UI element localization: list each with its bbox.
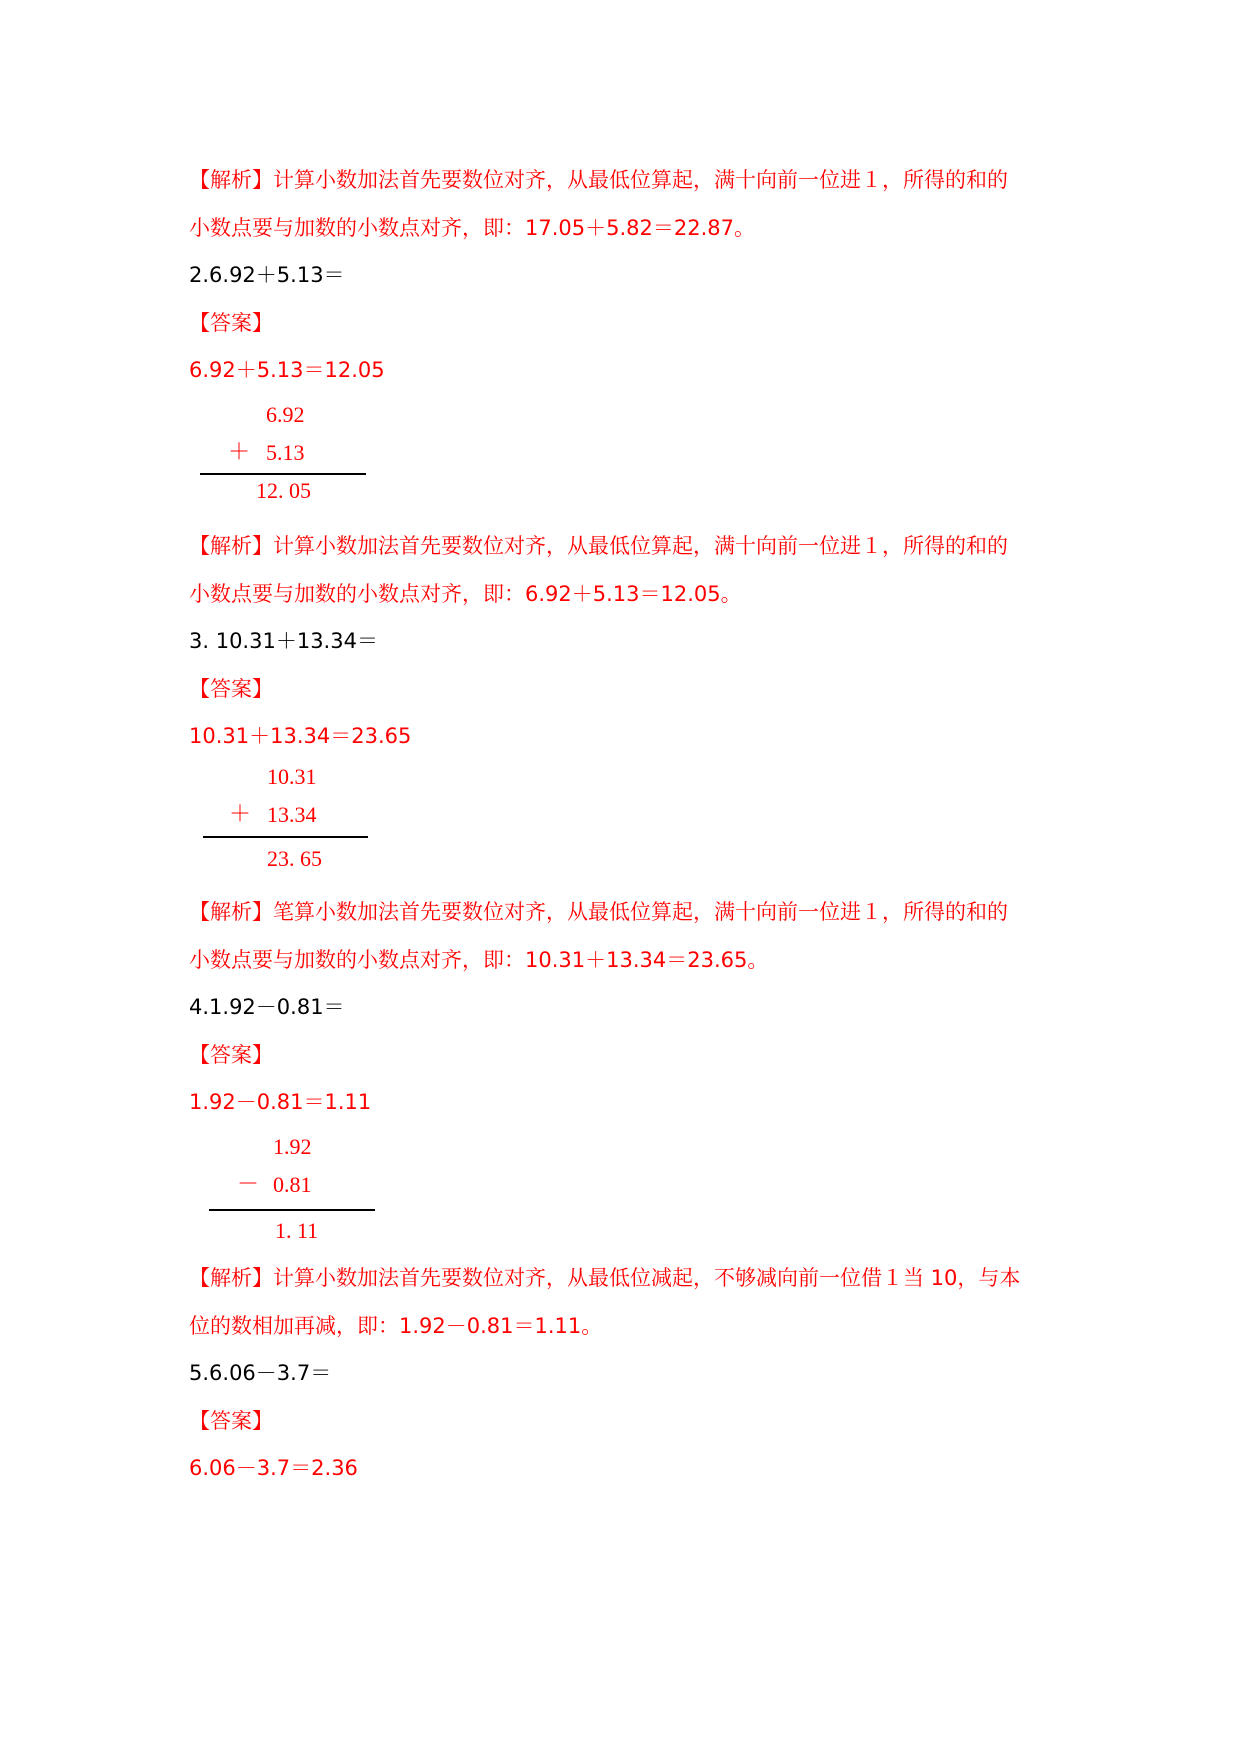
- q2-vertical-bottom: 5.13: [266, 440, 305, 465]
- q2-vertical-calculation: [200, 400, 370, 510]
- q3-vertical-bottom: 13.34: [267, 802, 317, 827]
- q3-question: 3. 10.31＋13.34＝: [189, 629, 378, 653]
- q2-answer: 6.92＋5.13＝12.05: [189, 358, 385, 382]
- q4-vertical-rule: [209, 1209, 375, 1211]
- q3-answer-label: 【答案】: [189, 677, 273, 701]
- q3-analysis-line1: 【解析】笔算小数加法首先要数位对齐，从最低位算起，满十向前一位进１，所得的和的: [189, 900, 1008, 924]
- q5-answer-label: 【答案】: [189, 1409, 273, 1433]
- q4-vertical-bottom: 0.81: [273, 1172, 312, 1197]
- q2-question: 2.6.92＋5.13＝: [189, 263, 345, 287]
- q2-answer-label: 【答案】: [189, 311, 273, 335]
- q3-answer: 10.31＋13.34＝23.65: [189, 724, 412, 748]
- q3-vertical-top: 10.31: [267, 764, 317, 789]
- q3-vertical-rule: [203, 836, 368, 838]
- q2-vertical-rule: [200, 473, 366, 475]
- q4-question: 4.1.92－0.81＝: [189, 995, 345, 1019]
- q1-analysis-line2: 小数点要与加数的小数点对齐，即：17.05＋5.82＝22.87。: [189, 216, 755, 240]
- q4-vertical-top: 1.92: [273, 1134, 312, 1159]
- q2-analysis-line1: 【解析】计算小数加法首先要数位对齐，从最低位算起，满十向前一位进１，所得的和的: [189, 534, 1008, 558]
- q4-analysis-line1: 【解析】计算小数加法首先要数位对齐，从最低位减起，不够减向前一位借１当 10，与本: [189, 1266, 1021, 1290]
- q3-analysis-line2: 小数点要与加数的小数点对齐，即：10.31＋13.34＝23.65。: [189, 948, 769, 972]
- q2-vertical-operator: ＋: [228, 440, 251, 465]
- q4-vertical-calculation: [209, 1132, 379, 1247]
- q5-answer: 6.06－3.7＝2.36: [189, 1456, 358, 1480]
- q5-question: 5.6.06－3.7＝: [189, 1361, 332, 1385]
- q4-vertical-result: 1. 11: [275, 1218, 319, 1243]
- q4-answer-label: 【答案】: [189, 1043, 273, 1067]
- q4-vertical-operator: －: [237, 1172, 260, 1197]
- q4-analysis-line2: 位的数相加再减，即：1.92－0.81＝1.11。: [189, 1314, 603, 1338]
- q1-analysis-line1: 【解析】计算小数加法首先要数位对齐，从最低位算起，满十向前一位进１，所得的和的: [189, 168, 1008, 192]
- q2-vertical-top: 6.92: [266, 402, 305, 427]
- q3-vertical-operator: ＋: [229, 802, 252, 827]
- q4-answer: 1.92－0.81＝1.11: [189, 1090, 372, 1114]
- q3-vertical-result: 23. 65: [267, 846, 322, 871]
- q2-vertical-result: 12. 05: [256, 478, 311, 503]
- q2-analysis-line2: 小数点要与加数的小数点对齐，即：6.92＋5.13＝12.05。: [189, 582, 742, 606]
- q3-vertical-calculation: [203, 762, 373, 877]
